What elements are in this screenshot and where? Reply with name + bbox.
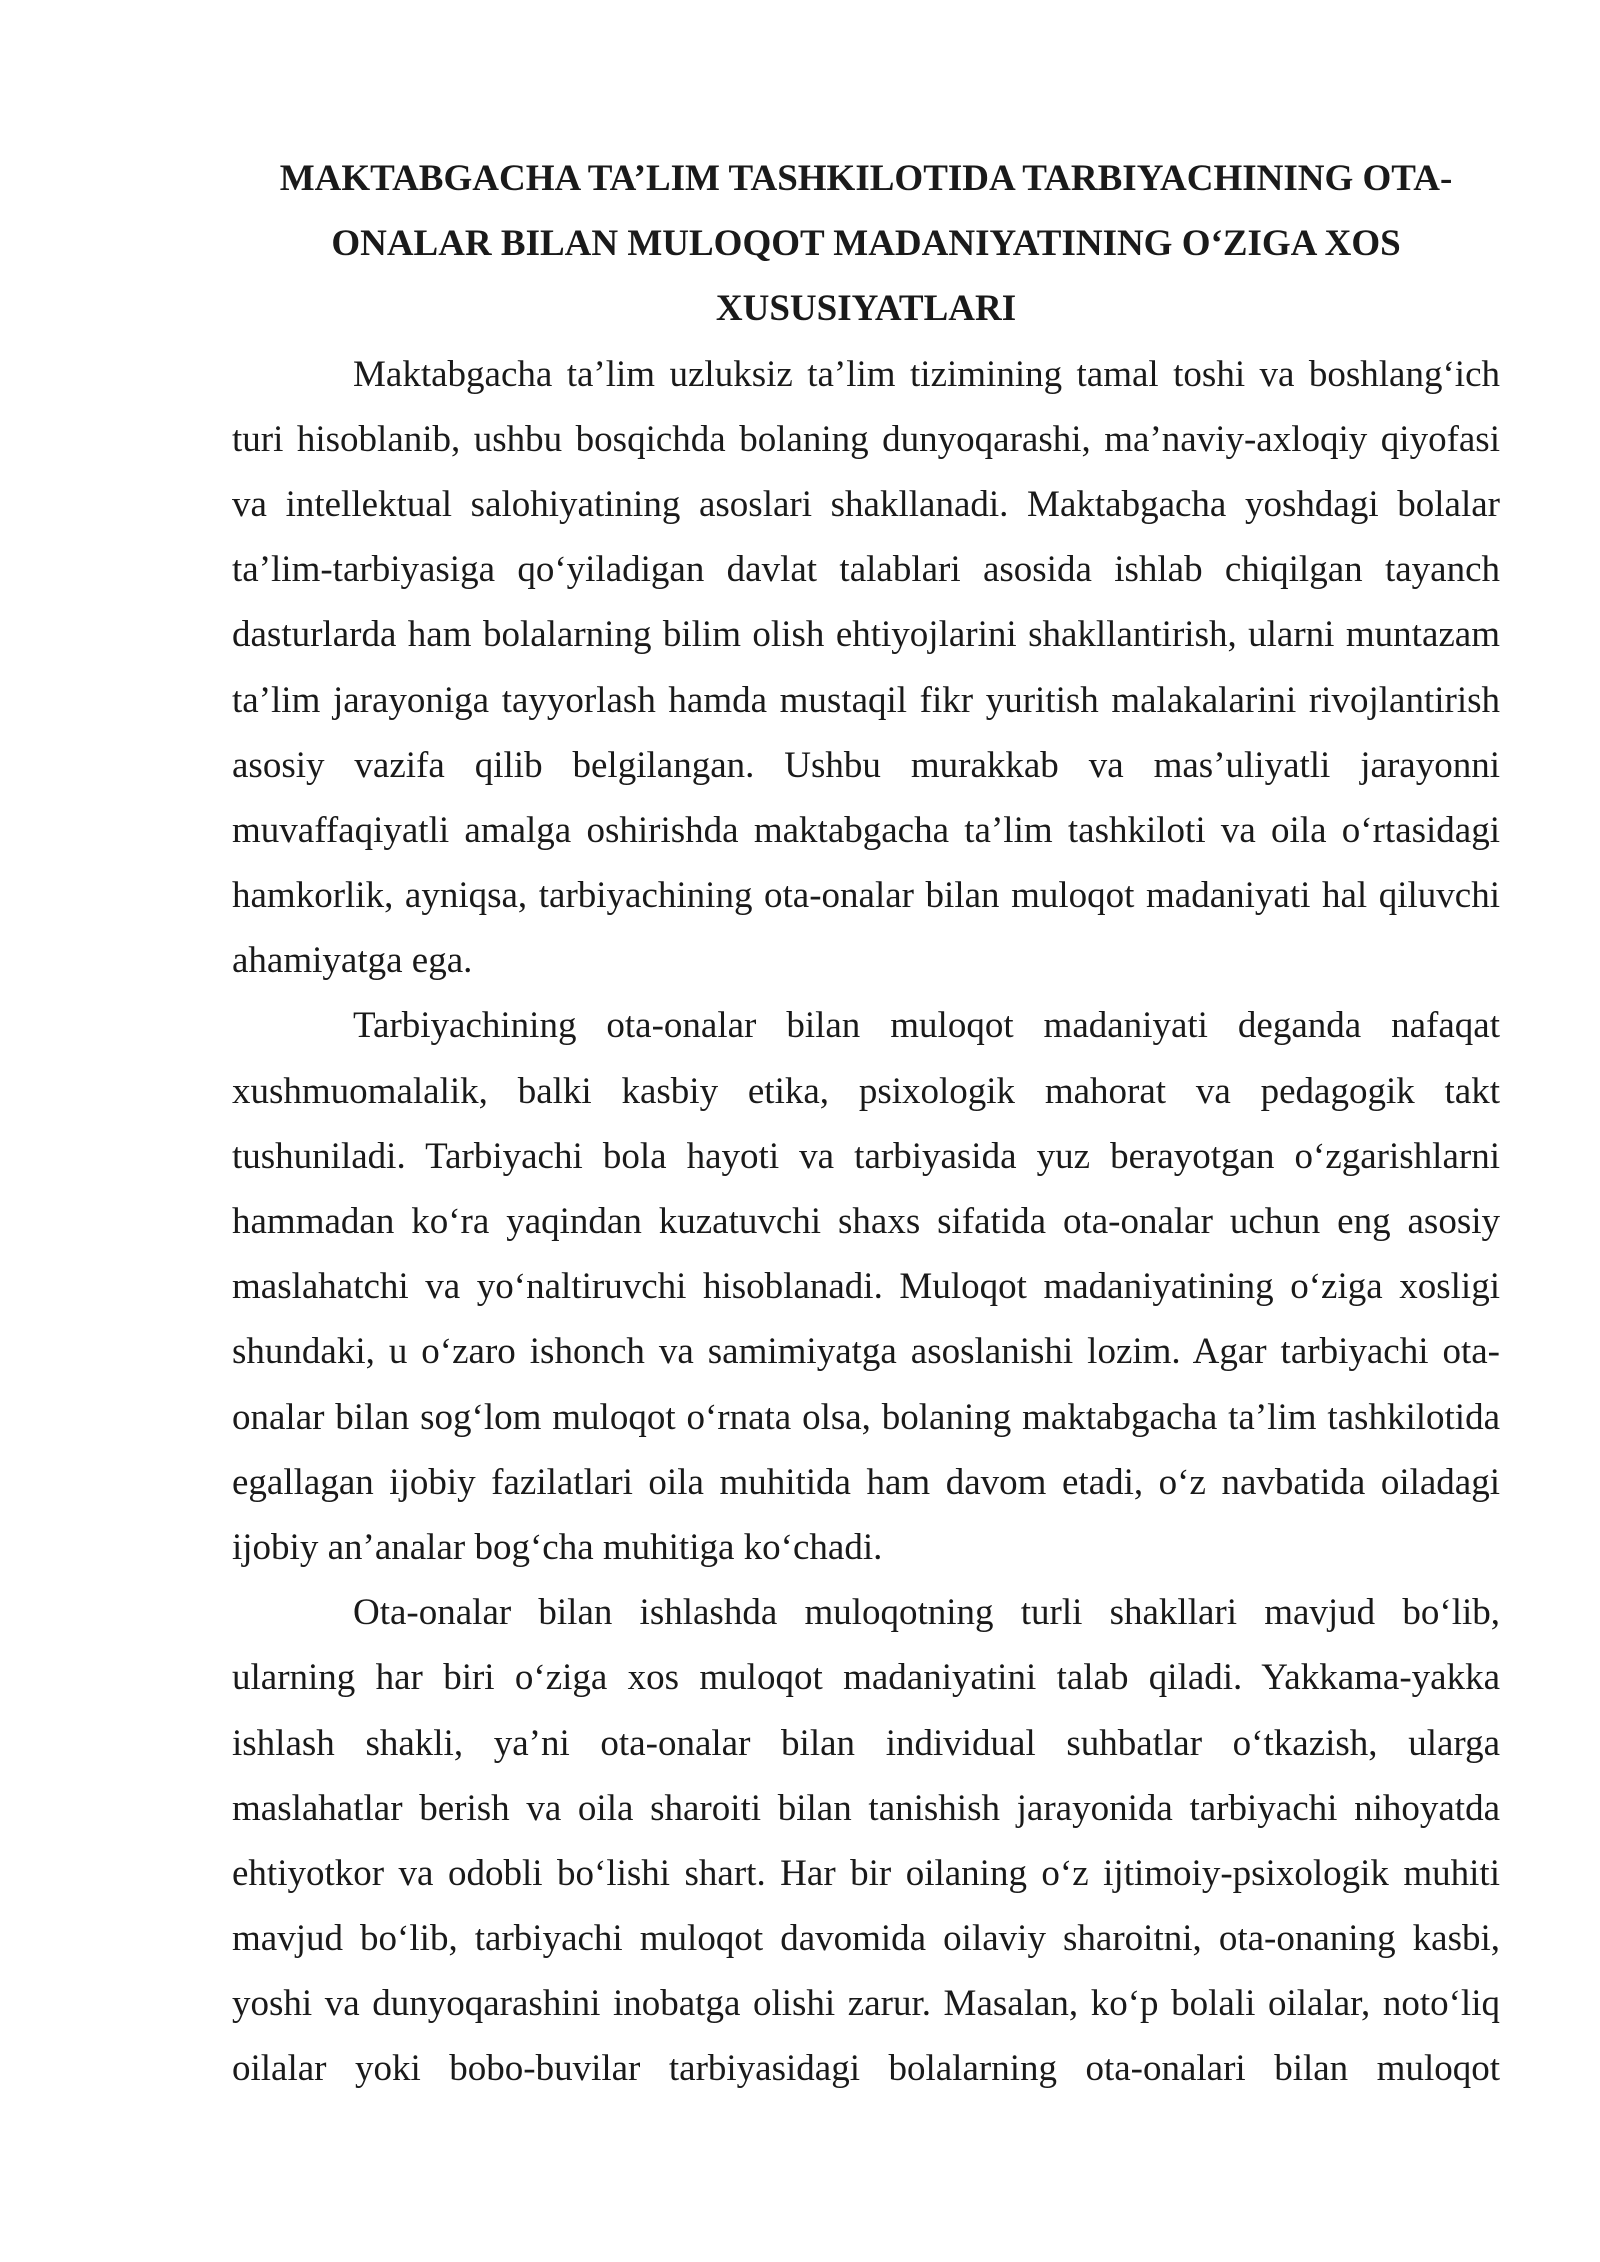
title-line: XUSUSIYATLARI	[715, 288, 1017, 330]
paragraph-line: asosiy vazifa qilib belgilangan. Ushbu murakkab va mas’uliyatli jarayonni	[232, 744, 1500, 786]
paragraph-line: Maktabgacha ta’lim uzluksiz ta’lim tizimining tamal toshi va boshlang‘ich	[353, 353, 1500, 395]
paragraph-line: ularning har biri o‘ziga xos muloqot madaniyatini talab qiladi. Yakkama-yakka	[232, 1657, 1500, 1699]
title-line: MAKTABGACHA TA’LIM TASHKILOTIDA TARBIYACHINING OTA-	[279, 158, 1453, 199]
paragraph-line: muvaffaqiyatli amalga oshirishda maktabgacha ta’lim tashkiloti va oila o‘rtasidagi	[232, 809, 1500, 851]
paragraph-line: dasturlarda ham bolalarning bilim olish ehtiyojlarini shakllantirish, ularni muntazam	[232, 614, 1500, 656]
paragraph-line: ijobiy an’analar bog‘cha muhitiga ko‘chadi.	[232, 1526, 883, 1568]
paragraph-line: ehtiyotkor va odobli bo‘lishi shart. Har bir oilaning o‘z ijtimoiy-psixologik muhiti	[232, 1852, 1500, 1894]
paragraph-line: maslahatchi va yo‘naltiruvchi hisoblanadi. Muloqot madaniyatining o‘ziga xosligi	[232, 1266, 1500, 1308]
document-title	[232, 146, 1500, 342]
paragraph-line: hamkorlik, ayniqsa, tarbiyachining ota-onalar bilan muloqot madaniyati hal qiluvchi	[232, 875, 1500, 917]
title-line: ONALAR BILAN MULOQOT MADANIYATINING O‘ZIGA XOS	[331, 223, 1401, 265]
paragraph-2	[232, 993, 1500, 1580]
paragraph-line: ta’lim jarayoniga tayyorlash hamda mustaqil fikr yuritish malakalarini rivojlantirish	[232, 679, 1500, 721]
paragraph-line: oilalar yoki bobo-buvilar tarbiyasidagi bolalarning ota-onalari bilan muloqot	[232, 2048, 1500, 2090]
paragraph-line: va intellektual salohiyatining asoslari shakllanadi. Maktabgacha yoshdagi bolalar	[232, 483, 1500, 525]
paragraph-line: shundaki, u o‘zaro ishonch va samimiyatga asoslanishi lozim. Agar tarbiyachi ota-	[232, 1331, 1500, 1373]
paragraph-line: ahamiyatga ega.	[232, 940, 473, 982]
paragraph-line: Ota-onalar bilan ishlashda muloqotning turli shakllari mavjud bo‘lib,	[353, 1592, 1500, 1634]
paragraph-line: tushuniladi. Tarbiyachi bola hayoti va tarbiyasida yuz berayotgan o‘zgarishlarni	[232, 1135, 1500, 1177]
paragraph-line: mavjud bo‘lib, tarbiyachi muloqot davomida oilaviy sharoitni, ota-onaning kasbi,	[232, 1918, 1500, 1960]
paragraph-line: xushmuomalalik, balki kasbiy etika, psixologik mahorat va pedagogik takt	[232, 1070, 1500, 1112]
paragraph-line: yoshi va dunyoqarashini inobatga olishi zarur. Masalan, ko‘p bolali oilalar, noto‘liq	[232, 1983, 1500, 2025]
paragraph-line: egallagan ijobiy fazilatlari oila muhitida ham davom etadi, o‘z navbatida oiladagi	[232, 1461, 1500, 1503]
document-body	[232, 146, 1500, 2102]
paragraph-line: Tarbiyachining ota-onalar bilan muloqot madaniyati deganda nafaqat	[353, 1005, 1500, 1047]
paragraph-3	[232, 1580, 1500, 2102]
paragraph-line: ta’lim-tarbiyasiga qo‘yiladigan davlat talablari asosida ishlab chiqilgan tayanch	[232, 549, 1500, 591]
paragraph-line: onalar bilan sog‘lom muloqot o‘rnata olsa, bolaning maktabgacha ta’lim tashkilotida	[232, 1396, 1500, 1438]
paragraph-line: turi hisoblanib, ushbu bosqichda bolaning dunyoqarashi, ma’naviy-axloqiy qiyofasi	[232, 418, 1500, 460]
paragraph-line: ishlash shakli, ya’ni ota-onalar bilan individual suhbatlar o‘tkazish, ularga	[232, 1722, 1500, 1764]
paragraph-line: maslahatlar berish va oila sharoiti bilan tanishish jarayonida tarbiyachi nihoyatda	[232, 1787, 1500, 1829]
paragraph-1	[232, 342, 1500, 994]
paragraph-line: hammadan ko‘ra yaqindan kuzatuvchi shaxs sifatida ota-onalar uchun eng asosiy	[232, 1201, 1500, 1242]
